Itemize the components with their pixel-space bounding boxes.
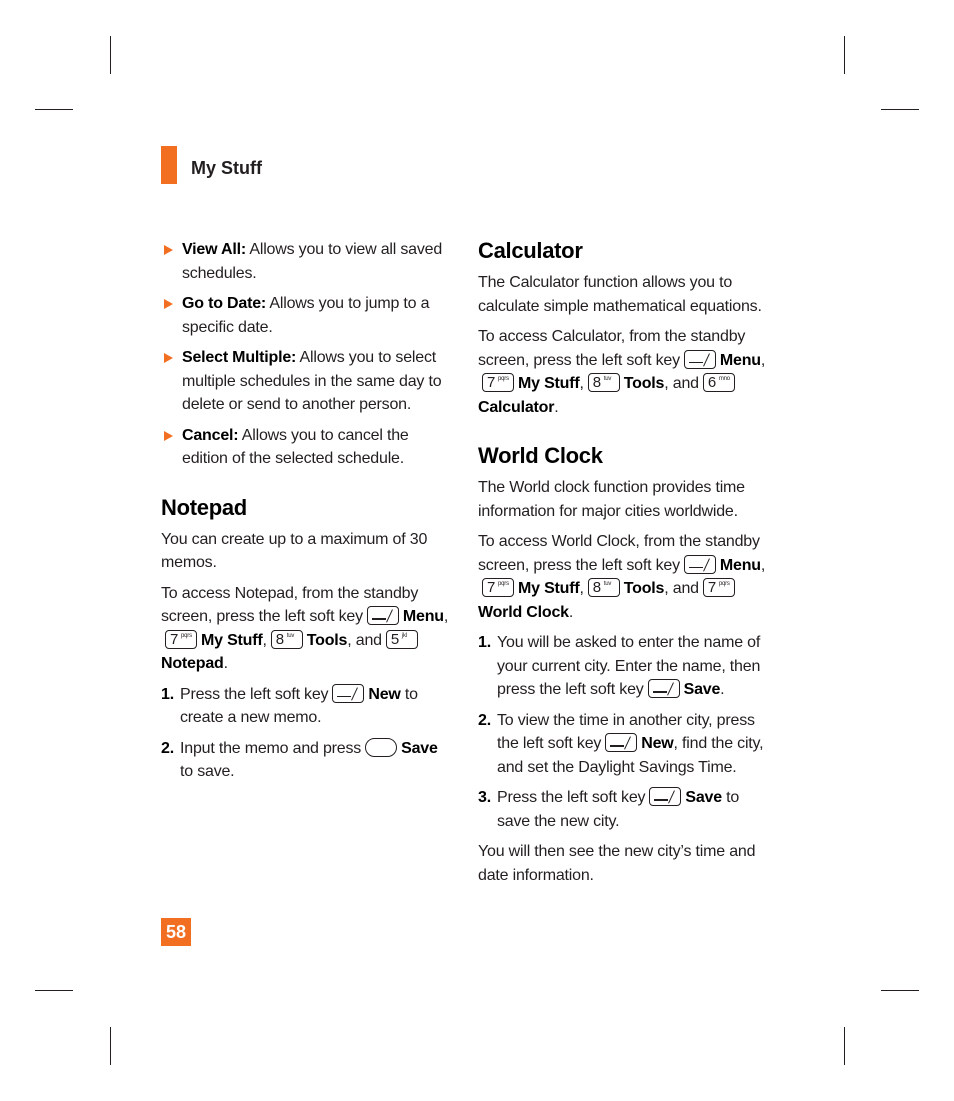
notepad-step [161,683,453,730]
key-digit: 8 [592,579,601,596]
left-soft-key-icon [649,787,681,806]
save-label: Save [683,681,721,698]
bullet-text: Allows you to select multiple schedules in the same day to delete or send to another person. [182,349,442,413]
bullet-term: View All: [182,241,246,258]
calculator-label: Calculator [478,398,555,416]
ok-key-icon [365,738,397,757]
key-7-icon [165,630,197,649]
notepad-access [161,582,453,676]
key-digit: 7 [487,374,496,391]
key-digit: 8 [592,374,601,391]
key-8-icon [271,630,303,649]
step-number: 3. [478,789,491,806]
section-title: My Stuff [191,158,262,178]
key-digit: 7 [707,579,716,596]
crop-mark [881,109,919,110]
punctuation: , [760,556,766,574]
world-clock-access [478,530,770,624]
key-8-icon [588,578,620,597]
calculator-access-text: To access Calculator, from the standby screen, press the left soft key [478,328,746,369]
world-clock-step [478,786,770,833]
left-soft-key-icon [605,733,637,752]
key-letters: pqrs [498,376,509,382]
right-column [478,238,770,894]
left-soft-key-icon [684,350,716,369]
punctuation: . [554,398,559,416]
conjunction: , and [664,375,699,392]
step-text: You will be asked to enter the name of your current city. Enter the name, then press the left soft key [497,634,761,698]
menu-label: Menu [402,608,444,625]
tools-label: Tools [623,375,665,392]
tools-label: Tools [623,580,665,597]
arrow-bullet-icon [164,431,173,441]
key-letters: tuv [603,581,612,587]
step-number: 1. [161,685,174,703]
step-text: to create a new memo. [180,685,418,726]
key-digit: 7 [170,630,179,648]
notepad-intro: You can create up to a maximum of 30 memos. [161,530,428,571]
my-stuff-label: My Stuff [201,631,263,649]
tools-label: Tools [306,631,348,649]
key-letters: pqrs [498,581,509,587]
calculator-intro: The Calculator function allows you to calculate simple mathematical equations. [478,274,762,315]
save-label: Save [685,789,722,806]
world-clock-intro: The World clock function provides time information for major cities worldwide. [478,479,745,520]
left-soft-key-icon [367,606,399,625]
punctuation: . [223,655,228,672]
key-letters: pqrs [718,581,730,587]
crop-mark [881,990,919,991]
conjunction: , and [347,631,382,649]
left-soft-key-icon [684,555,716,574]
calculator-access [478,325,770,419]
crop-mark [35,990,73,991]
key-letters: mno [718,376,730,382]
arrow-bullet-icon [164,353,173,363]
punctuation: , [262,631,267,649]
punctuation: , [443,608,449,625]
punctuation: , [760,351,766,369]
world-clock-label: World Clock [478,603,569,621]
notepad-step [161,737,453,784]
key-digit: 8 [275,630,284,648]
world-clock-step [478,709,770,780]
key-letters: jkl [401,632,407,639]
key-7-icon [482,578,514,597]
crop-mark [110,1027,111,1065]
world-clock-heading: World Clock [478,443,603,468]
key-letters: pqrs [181,632,192,639]
key-digit: 5 [390,630,399,648]
crop-mark [110,36,111,74]
left-soft-key-icon [332,684,364,703]
bullet-text: Allows you to jump to a specific date. [182,295,430,336]
arrow-bullet-icon [164,245,173,255]
my-stuff-label: My Stuff [518,580,580,597]
bullet-item [161,424,453,471]
world-clock-step [478,631,770,702]
punctuation: , [579,580,584,597]
bullet-text: Allows you to view all saved schedules. [182,241,443,282]
save-label: Save [401,739,438,757]
step-text: to save. [180,763,235,780]
key-7-icon [703,578,735,597]
key-7-icon [482,373,514,392]
left-column [161,238,453,791]
new-label: New [368,685,401,703]
left-soft-key-icon [648,679,680,698]
bullet-item [161,292,453,339]
step-text: Press the left soft key [497,789,646,806]
punctuation: , [579,375,584,392]
new-label: New [641,735,674,752]
key-6-icon [703,373,735,392]
key-letters: tuv [603,376,612,382]
my-stuff-label: My Stuff [518,375,580,392]
menu-label: Menu [719,556,761,574]
notepad-heading: Notepad [161,494,247,520]
bullet-text: Allows you to cancel the edition of the selected schedule. [182,426,409,467]
step-text: to save the new city. [497,789,740,830]
menu-label: Menu [719,351,761,369]
notepad-label: Notepad [161,655,224,672]
key-digit: 7 [487,579,496,596]
step-text: Input the memo and press [180,739,362,757]
crop-mark [844,1027,845,1065]
arrow-bullet-icon [164,299,173,309]
step-text: To view the time in another city, press the left soft key [497,711,755,752]
bullet-item [161,346,453,417]
world-clock-outro: You will then see the new city’s time and date information. [478,843,756,884]
step-number: 2. [478,711,491,729]
key-digit: 6 [707,374,716,391]
key-letters: tuv [286,632,295,639]
notepad-access-text: To access Notepad, from the standby screen, press the left soft key [161,584,419,625]
section-tab-marker [161,146,177,184]
crop-mark [844,36,845,74]
step-text: Press the left soft key [180,685,329,703]
bullet-term: Cancel: [182,426,239,444]
world-clock-access-text: To access World Clock, from the standby screen, press the left soft key [478,533,760,574]
punctuation: . [568,603,574,621]
key-5-icon [386,630,418,649]
page-number: 58 [161,918,191,946]
step-number: 2. [161,739,174,757]
bullet-term: Select Multiple: [182,349,297,366]
punctuation: . [720,681,725,698]
conjunction: , and [664,580,699,597]
crop-mark [35,109,73,110]
calculator-heading: Calculator [478,238,583,263]
step-number: 1. [478,634,491,651]
bullet-term: Go to Date: [182,295,267,312]
step-text: , find the city, and set the Daylight Savings Time. [497,735,764,776]
bullet-item [161,238,453,285]
key-8-icon [588,373,620,392]
